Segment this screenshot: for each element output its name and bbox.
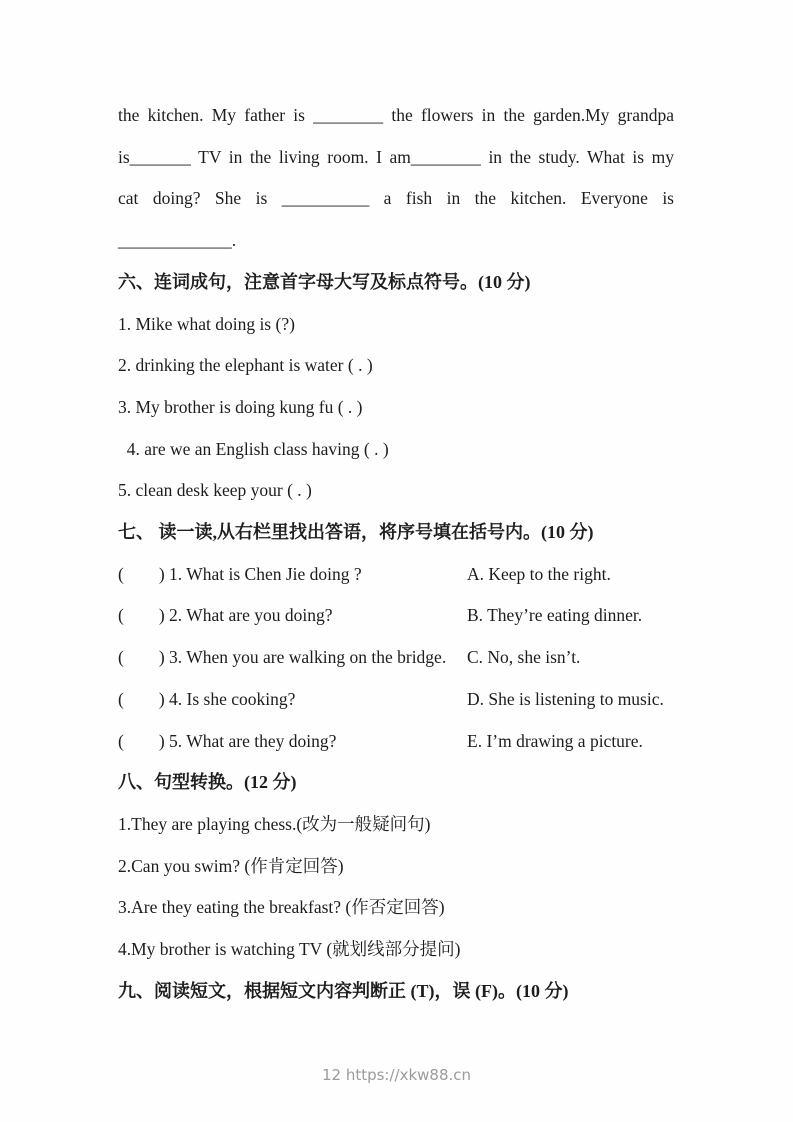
section-six-title: 六、连词成句，注意首字母大写及标点符号。(10 分) bbox=[118, 271, 531, 292]
match-pair-row bbox=[118, 721, 674, 763]
match-answer: C. No, she isn’t. bbox=[467, 647, 581, 668]
match-pair-row bbox=[118, 554, 674, 596]
sentence-item: 1. Mike what doing is (?) bbox=[118, 313, 295, 334]
transform-item: 4.My brother is watching TV (就划线部分提问) bbox=[118, 939, 461, 960]
footer-url: https://xkw88.cn bbox=[345, 1066, 472, 1084]
sentence-item: 2. drinking the elephant is water ( . ) bbox=[118, 355, 373, 376]
match-pair-row bbox=[118, 637, 674, 679]
match-answer: B. They’re eating dinner. bbox=[467, 605, 643, 626]
transform-item: 1.They are playing chess.(改为一般疑问句) bbox=[118, 813, 431, 834]
match-question: ( ) 4. Is she cooking? bbox=[118, 688, 296, 709]
sentence-item: 3. My brother is doing kung fu ( . ) bbox=[118, 396, 363, 417]
cloze-line: the kitchen. My father is ________ the flowers in the garden.My grandpa bbox=[118, 105, 674, 125]
page-footer bbox=[0, 1066, 793, 1084]
section-seven-title: 七、 读一读,从右栏里找出答语，将序号填在括号内。(10 分) bbox=[118, 522, 594, 543]
cloze-line: cat doing? She is __________ a fish in the kitchen. Everyone is bbox=[118, 188, 674, 209]
match-pair-row bbox=[118, 679, 674, 721]
match-pair-row bbox=[118, 595, 674, 637]
match-answer: A. Keep to the right. bbox=[467, 563, 611, 584]
transform-item: 3.Are they eating the breakfast? (作否定回答) bbox=[118, 897, 445, 918]
page-number: 12 bbox=[321, 1066, 342, 1084]
match-question: ( ) 3. When you are walking on the bridge. bbox=[118, 647, 447, 668]
match-question: ( ) 2. What are you doing? bbox=[118, 605, 333, 626]
section-nine-title: 九、阅读短文，根据短文内容判断正 (T)，误 (F)。(10 分) bbox=[118, 980, 569, 1001]
match-answer: D. She is listening to music. bbox=[467, 688, 664, 709]
cloze-line: is_______ TV in the living room. I am________ in the study. What is my bbox=[118, 146, 674, 167]
match-answer: E. I’m drawing a picture. bbox=[467, 730, 643, 751]
sentence-item: 5. clean desk keep your ( . ) bbox=[118, 480, 312, 501]
match-question: ( ) 5. What are they doing? bbox=[118, 730, 337, 751]
cloze-line: _____________. bbox=[118, 230, 237, 251]
exam-page-body bbox=[118, 95, 674, 1012]
transform-item: 2.Can you swim? (作肯定回答) bbox=[118, 855, 344, 876]
section-eight-title: 八、句型转换。(12 分) bbox=[118, 772, 297, 793]
sentence-item: 4. are we an English class having ( . ) bbox=[118, 438, 389, 459]
match-question: ( ) 1. What is Chen Jie doing ? bbox=[118, 563, 362, 584]
